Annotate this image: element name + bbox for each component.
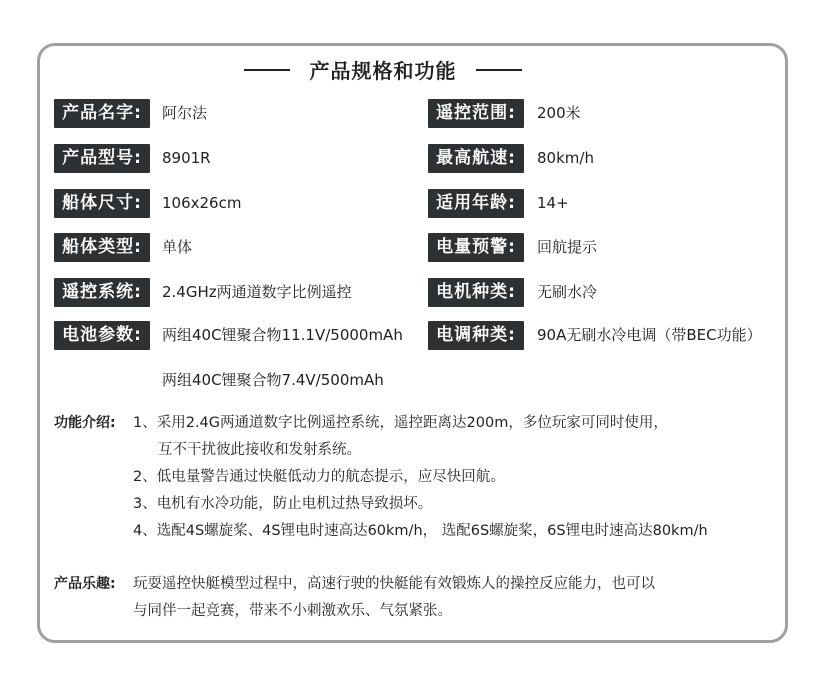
spec-value-esc: 90A无刷水冷电调（带BEC功能） bbox=[537, 326, 762, 344]
features-line: 3、电机有水冷功能，防止电机过热导致损坏。 bbox=[133, 496, 433, 512]
features-line: 2、低电量警告通过快艇低动力的航态提示，应尽快回航。 bbox=[133, 469, 505, 485]
section-header bbox=[0, 53, 827, 83]
spec-label-model: 产品型号: bbox=[54, 144, 150, 173]
features-line: 互不干扰彼此接收和发射系统。 bbox=[158, 442, 361, 458]
spec-label-battery-warning: 电量预警: bbox=[428, 233, 524, 262]
spec-label-battery: 电池参数: bbox=[54, 321, 150, 350]
spec-value-age: 14+ bbox=[537, 194, 569, 212]
spec-value-battery-warning: 回航提示 bbox=[537, 238, 598, 256]
spec-value-hull-type: 单体 bbox=[162, 238, 193, 256]
spec-label-esc: 电调种类: bbox=[428, 321, 524, 350]
spec-label-top-speed: 最高航速: bbox=[428, 144, 524, 173]
title-rule-left bbox=[244, 69, 290, 71]
features-line: 4、选配4S螺旋桨、4S锂电时速高达60km/h， 选配6S螺旋桨，6S锂电时速高达80km/h bbox=[133, 523, 708, 539]
fun-label: 产品乐趣: bbox=[54, 576, 116, 592]
spec-value-model: 8901R bbox=[162, 149, 211, 167]
features-label: 功能介绍: bbox=[54, 415, 116, 431]
spec-label-range: 遥控范围: bbox=[428, 99, 524, 128]
spec-label-hull-size: 船体尺寸: bbox=[54, 189, 150, 218]
spec-label-hull-type: 船体类型: bbox=[54, 233, 150, 262]
spec-value-battery: 两组40C锂聚合物11.1V/5000mAh bbox=[162, 326, 403, 344]
fun-line: 与同伴一起竞赛，带来不小刺激欢乐、气氛紧张。 bbox=[133, 603, 452, 619]
spec-value-range: 200米 bbox=[537, 104, 581, 122]
spec-label-name: 产品名字: bbox=[54, 99, 150, 128]
spec-label-motor: 电机种类: bbox=[428, 278, 524, 307]
spec-value-battery-alt: 两组40C锂聚合物7.4V/500mAh bbox=[162, 371, 384, 389]
title-rule-right bbox=[476, 69, 522, 71]
fun-line: 玩耍遥控快艇模型过程中，高速行驶的快艇能有效锻炼人的操控反应能力，也可以 bbox=[133, 576, 655, 592]
spec-value-hull-size: 106x26cm bbox=[162, 194, 242, 212]
spec-value-remote-system: 2.4GHz两通道数字比例遥控 bbox=[162, 283, 352, 301]
features-line: 1、采用2.4G两通道数字比例遥控系统，遥控距离达200m，多位玩家可同时使用， bbox=[133, 415, 668, 431]
spec-label-remote-system: 遥控系统: bbox=[54, 278, 150, 307]
spec-value-name: 阿尔法 bbox=[162, 104, 208, 122]
spec-value-motor: 无刷水冷 bbox=[537, 283, 598, 301]
page-title: 产品规格和功能 bbox=[309, 59, 457, 83]
spec-label-age: 适用年龄: bbox=[428, 189, 524, 218]
spec-value-top-speed: 80km/h bbox=[537, 149, 594, 167]
